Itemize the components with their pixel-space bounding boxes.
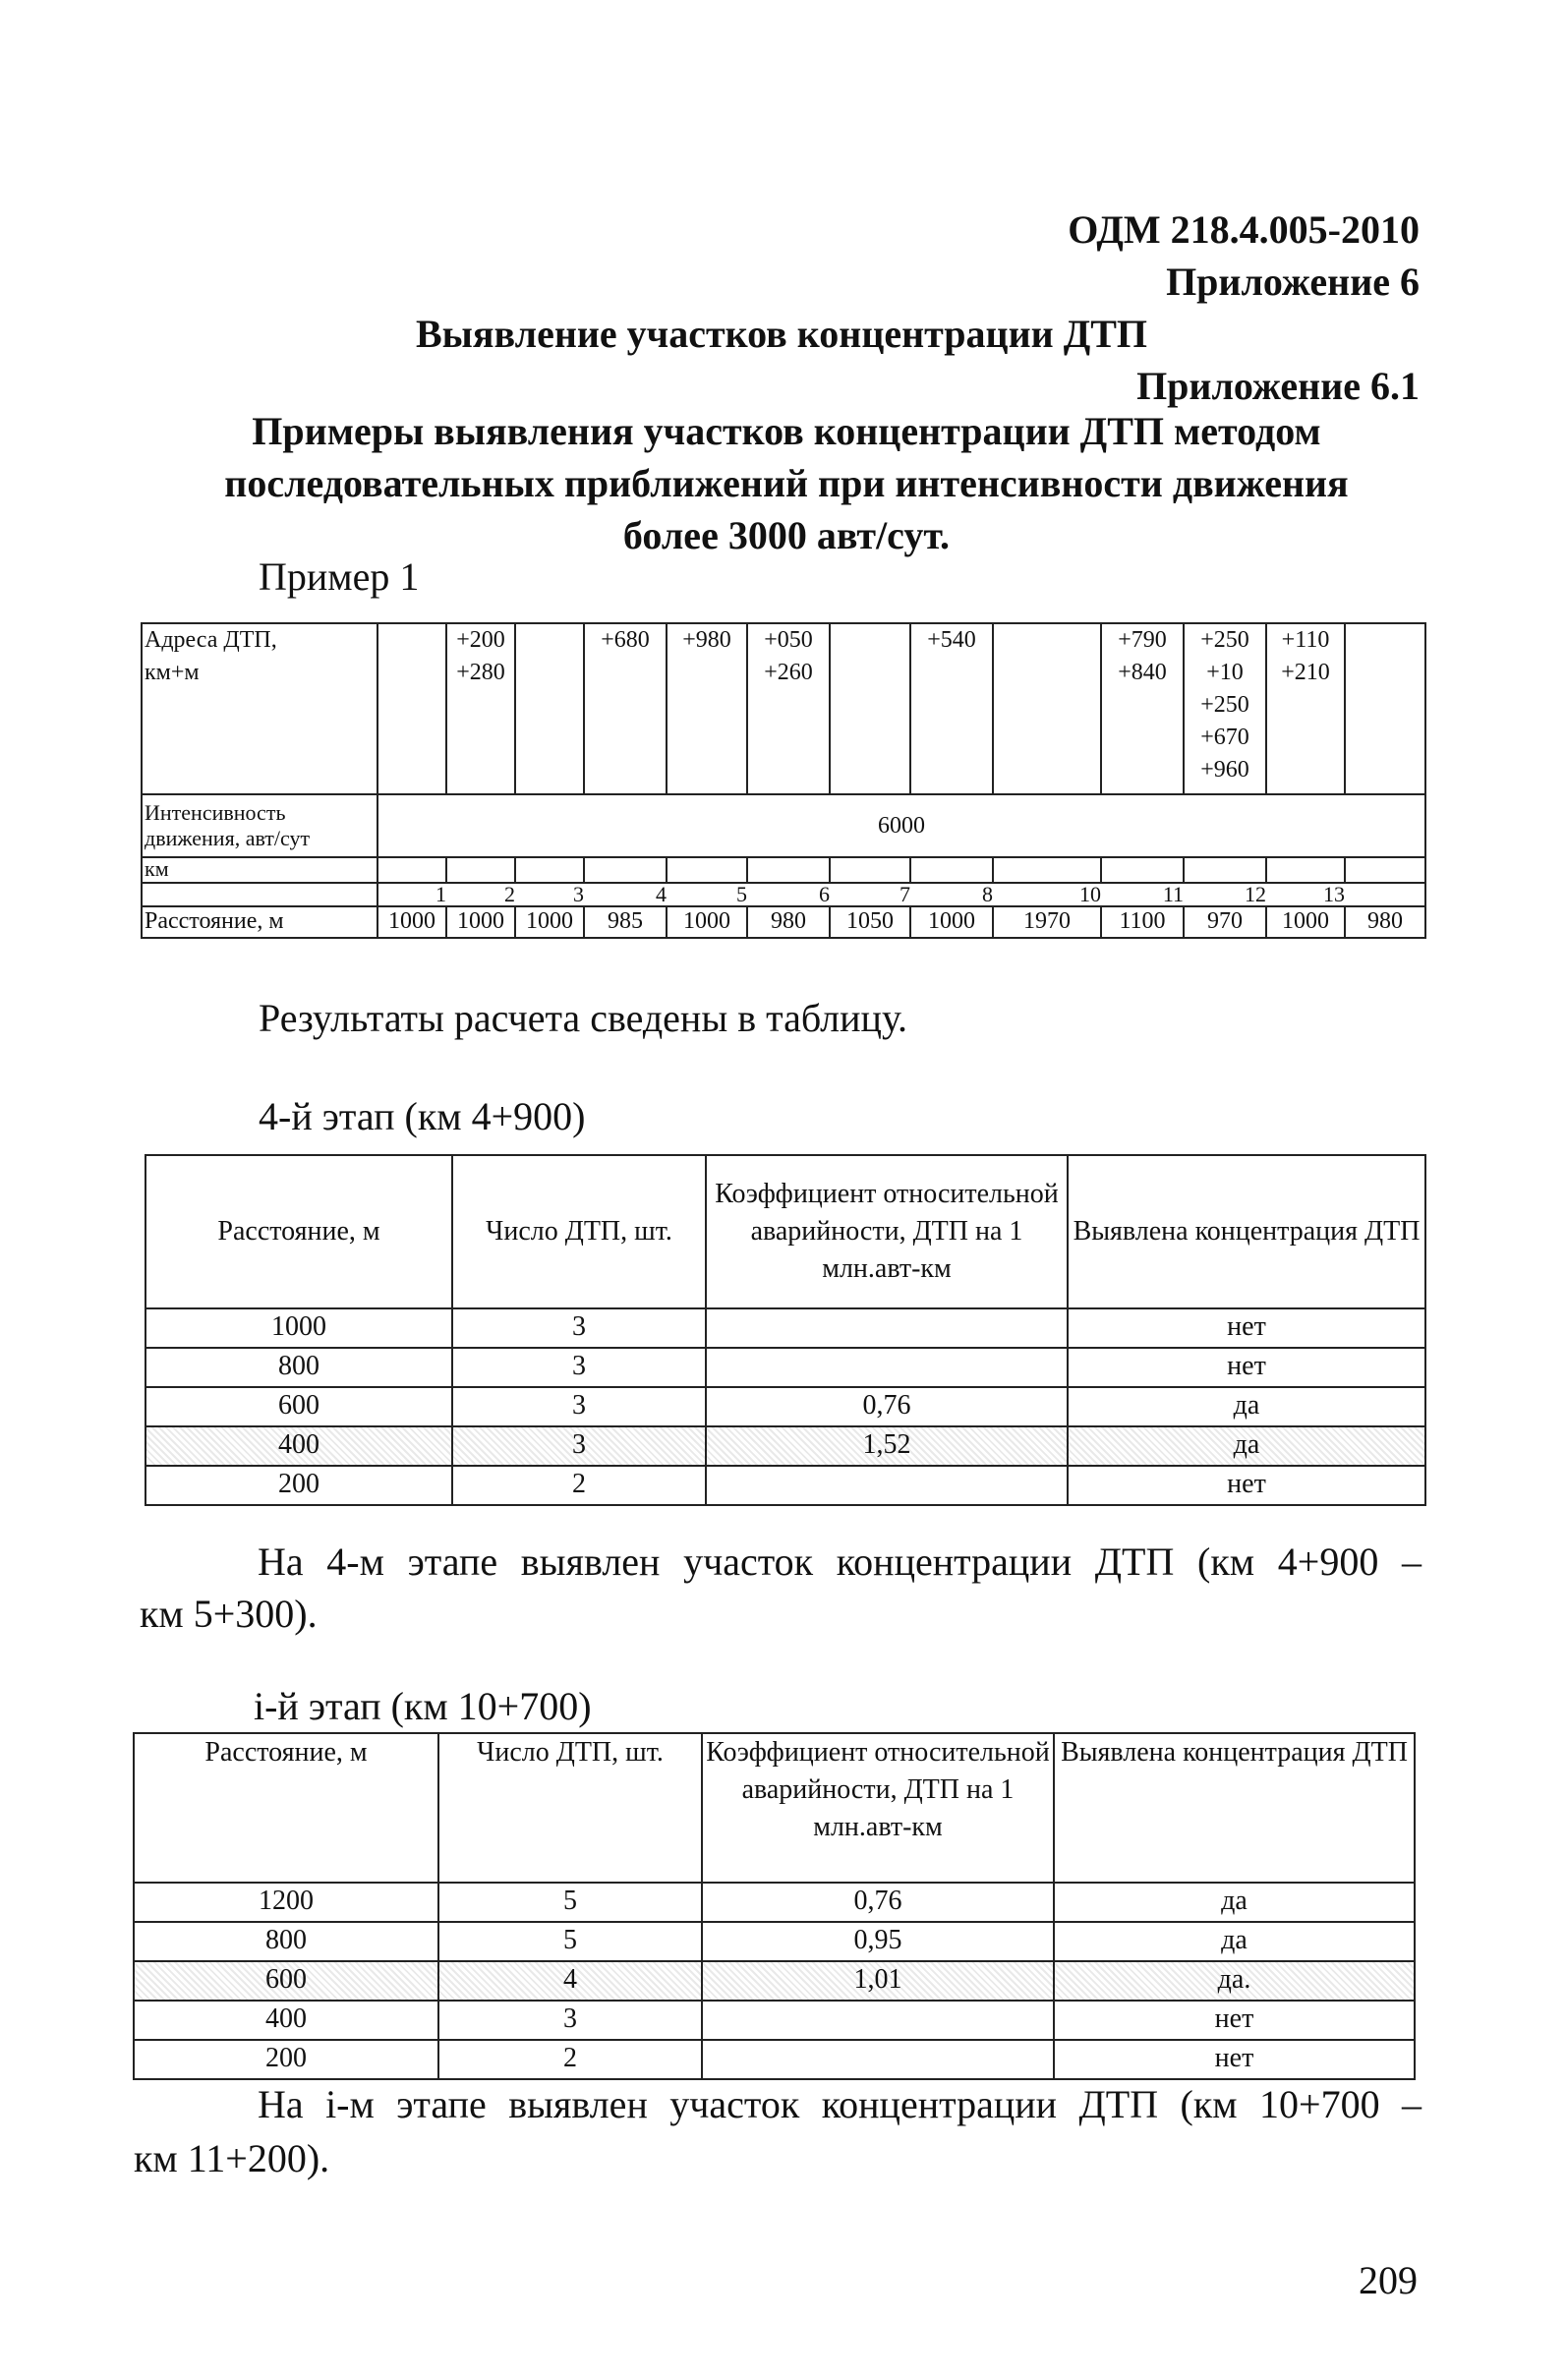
appendix-number: Приложение 6 <box>1166 260 1420 304</box>
count-cell: 2 <box>438 2040 702 2079</box>
accident-address-table <box>141 622 1426 939</box>
addr-cell: +540 <box>910 623 993 794</box>
address-row <box>142 623 1425 794</box>
distance-header: Расстояние, м <box>134 1733 438 1883</box>
distance-cell: 400 <box>134 2001 438 2040</box>
dist-cell: 1000 <box>1266 906 1345 938</box>
dist-cell: 980 <box>747 906 830 938</box>
distance-cell: 1000 <box>145 1308 452 1348</box>
intensity-value: 6000 <box>377 794 1425 857</box>
km-cell <box>1266 857 1345 883</box>
found-cell: нет <box>1068 1466 1425 1505</box>
found-header: Выявлена концентрация ДТП <box>1068 1155 1425 1308</box>
stage4-header-row <box>145 1155 1425 1308</box>
km-cell <box>377 857 446 883</box>
index-cell: 12 <box>1245 882 1266 906</box>
km-cell <box>446 857 515 883</box>
km-cell <box>1345 857 1425 883</box>
table-row-highlighted <box>145 1426 1425 1466</box>
coef-cell: 1,01 <box>702 1961 1054 2001</box>
table-row <box>145 1348 1425 1387</box>
table-row <box>134 1922 1415 1961</box>
km-cell <box>830 857 910 883</box>
addr-cell: +110 +210 <box>1266 623 1345 794</box>
index-cell: 8 <box>982 882 993 906</box>
index-cell <box>1345 883 1425 906</box>
count-cell: 3 <box>452 1348 706 1387</box>
found-cell: да <box>1068 1426 1425 1466</box>
count-header: Число ДТП, шт. <box>452 1155 706 1308</box>
dist-cell: 1000 <box>515 906 584 938</box>
appendix-title: Выявление участков концентрации ДТП <box>416 312 1148 356</box>
addr-cell <box>993 623 1101 794</box>
table-row <box>145 1308 1425 1348</box>
stagei-conclusion-end: км 11+200). <box>134 2136 330 2180</box>
count-header: Число ДТП, шт. <box>438 1733 702 1883</box>
dist-cell: 1000 <box>377 906 446 938</box>
section-title-line2: последовательных приближений при интенсивности движения <box>224 461 1349 505</box>
km-cell <box>1101 857 1184 883</box>
found-cell: да <box>1054 1883 1415 1922</box>
distance-cell: 200 <box>134 2040 438 2079</box>
count-cell: 3 <box>452 1387 706 1426</box>
index-cell: 3 <box>573 882 584 906</box>
count-cell: 5 <box>438 1922 702 1961</box>
table-row <box>134 2001 1415 2040</box>
coef-cell <box>706 1466 1068 1505</box>
addr-cell: +680 <box>584 623 667 794</box>
distance-cell: 600 <box>145 1387 452 1426</box>
distance-cell: 600 <box>134 1961 438 2001</box>
addr-label: Адреса ДТП, км+м <box>142 623 377 794</box>
count-cell: 3 <box>452 1426 706 1466</box>
coef-cell: 1,52 <box>706 1426 1068 1466</box>
index-cell: 10 <box>1079 882 1101 906</box>
addr-cell: +980 <box>667 623 747 794</box>
table-row <box>145 1466 1425 1505</box>
dist-cell: 1100 <box>1101 906 1184 938</box>
stagei-header-row <box>134 1733 1415 1883</box>
found-header: Выявлена концентрация ДТП <box>1054 1733 1415 1883</box>
table-row <box>145 1387 1425 1426</box>
stage4-conclusion: На 4-м этапе выявлен участок концентрации ДТП (км 4+900 – <box>258 1539 1422 1584</box>
section-title-line3: более 3000 авт/сут. <box>622 513 951 557</box>
dist-cell: 1000 <box>446 906 515 938</box>
dist-cell: 970 <box>1184 906 1266 938</box>
table-row <box>134 2040 1415 2079</box>
addr-cell: +200 +280 <box>446 623 515 794</box>
count-cell: 2 <box>452 1466 706 1505</box>
km-label: км <box>142 857 377 883</box>
found-cell: да <box>1054 1922 1415 1961</box>
found-cell: нет <box>1054 2001 1415 2040</box>
coef-cell <box>702 2001 1054 2040</box>
count-cell: 4 <box>438 1961 702 2001</box>
distance-cell: 800 <box>145 1348 452 1387</box>
index-row <box>142 883 1425 906</box>
stagei-label: i-й этап (км 10+700) <box>254 1684 592 1728</box>
dist-cell: 1000 <box>910 906 993 938</box>
coef-header: Коэффициент относительной аварийности, ДТП на 1 млн.авт-км <box>702 1733 1054 1883</box>
int-label: Интенсивность движения, авт/сут <box>142 794 377 857</box>
addr-cell <box>1345 623 1425 794</box>
index-cell: 6 <box>819 882 830 906</box>
example-label: Пример 1 <box>259 554 420 599</box>
section-title-line1: Примеры выявления участков концентрации ДТП методом <box>252 409 1321 453</box>
km-cell <box>747 857 830 883</box>
coef-cell <box>706 1348 1068 1387</box>
dist-cell: 980 <box>1345 906 1425 938</box>
index-cell: 11 <box>1162 882 1184 906</box>
page-number: 209 <box>1359 2258 1418 2302</box>
index-cell: 2 <box>504 882 515 906</box>
found-cell: нет <box>1054 2040 1415 2079</box>
coef-cell <box>706 1308 1068 1348</box>
addr-cell <box>515 623 584 794</box>
km-cell <box>515 857 584 883</box>
stage4-conclusion-end: км 5+300). <box>140 1592 318 1636</box>
count-cell: 5 <box>438 1883 702 1922</box>
distance-cell: 200 <box>145 1466 452 1505</box>
intensity-row <box>142 794 1425 857</box>
dist-label: Расстояние, м <box>142 906 377 938</box>
doc-code: ОДМ 218.4.005-2010 <box>1068 207 1420 252</box>
found-cell: да. <box>1054 1961 1415 2001</box>
addr-cell: +250 +10 +250 +670 +960 <box>1184 623 1266 794</box>
addr-cell <box>377 623 446 794</box>
sub-appendix-number: Приложение 6.1 <box>1136 364 1420 408</box>
stagei-table <box>133 1732 1416 2080</box>
coef-cell: 0,76 <box>702 1883 1054 1922</box>
coef-cell: 0,95 <box>702 1922 1054 1961</box>
distance-cell: 1200 <box>134 1883 438 1922</box>
addr-cell: +050 +260 <box>747 623 830 794</box>
dist-cell: 1970 <box>993 906 1101 938</box>
found-cell: да <box>1068 1387 1425 1426</box>
table-row <box>134 1883 1415 1922</box>
dist-cell: 1000 <box>667 906 747 938</box>
index-cell: 4 <box>656 882 667 906</box>
index-label <box>142 883 377 906</box>
km-cell <box>993 857 1101 883</box>
found-cell: нет <box>1068 1348 1425 1387</box>
count-cell: 3 <box>438 2001 702 2040</box>
distance-header: Расстояние, м <box>145 1155 452 1308</box>
coef-cell: 0,76 <box>706 1387 1068 1426</box>
addr-cell: +790 +840 <box>1101 623 1184 794</box>
stage4-label: 4-й этап (км 4+900) <box>259 1094 586 1138</box>
stage4-table <box>145 1154 1426 1506</box>
count-cell: 3 <box>452 1308 706 1348</box>
stagei-conclusion: На i-м этапе выявлен участок концентрации ДТП (км 10+700 – <box>258 2082 1422 2126</box>
km-cell <box>584 857 667 883</box>
coef-cell <box>702 2040 1054 2079</box>
found-cell: нет <box>1068 1308 1425 1348</box>
km-cell <box>1184 857 1266 883</box>
results-note: Результаты расчета сведены в таблицу. <box>259 996 907 1040</box>
index-cell: 13 <box>1323 882 1345 906</box>
distance-cell: 400 <box>145 1426 452 1466</box>
table-row-highlighted <box>134 1961 1415 2001</box>
dist-cell: 1050 <box>830 906 910 938</box>
coef-header: Коэффициент относительной аварийности, ДТП на 1 млн.авт-км <box>706 1155 1068 1308</box>
index-cell: 1 <box>377 883 446 906</box>
index-cell: 7 <box>900 882 910 906</box>
distance-cell: 800 <box>134 1922 438 1961</box>
km-cell <box>667 857 747 883</box>
km-cell <box>910 857 993 883</box>
addr-cell <box>830 623 910 794</box>
index-cell: 5 <box>736 882 747 906</box>
km-row <box>142 857 1425 883</box>
dist-cell: 985 <box>584 906 667 938</box>
distance-row <box>142 906 1425 938</box>
